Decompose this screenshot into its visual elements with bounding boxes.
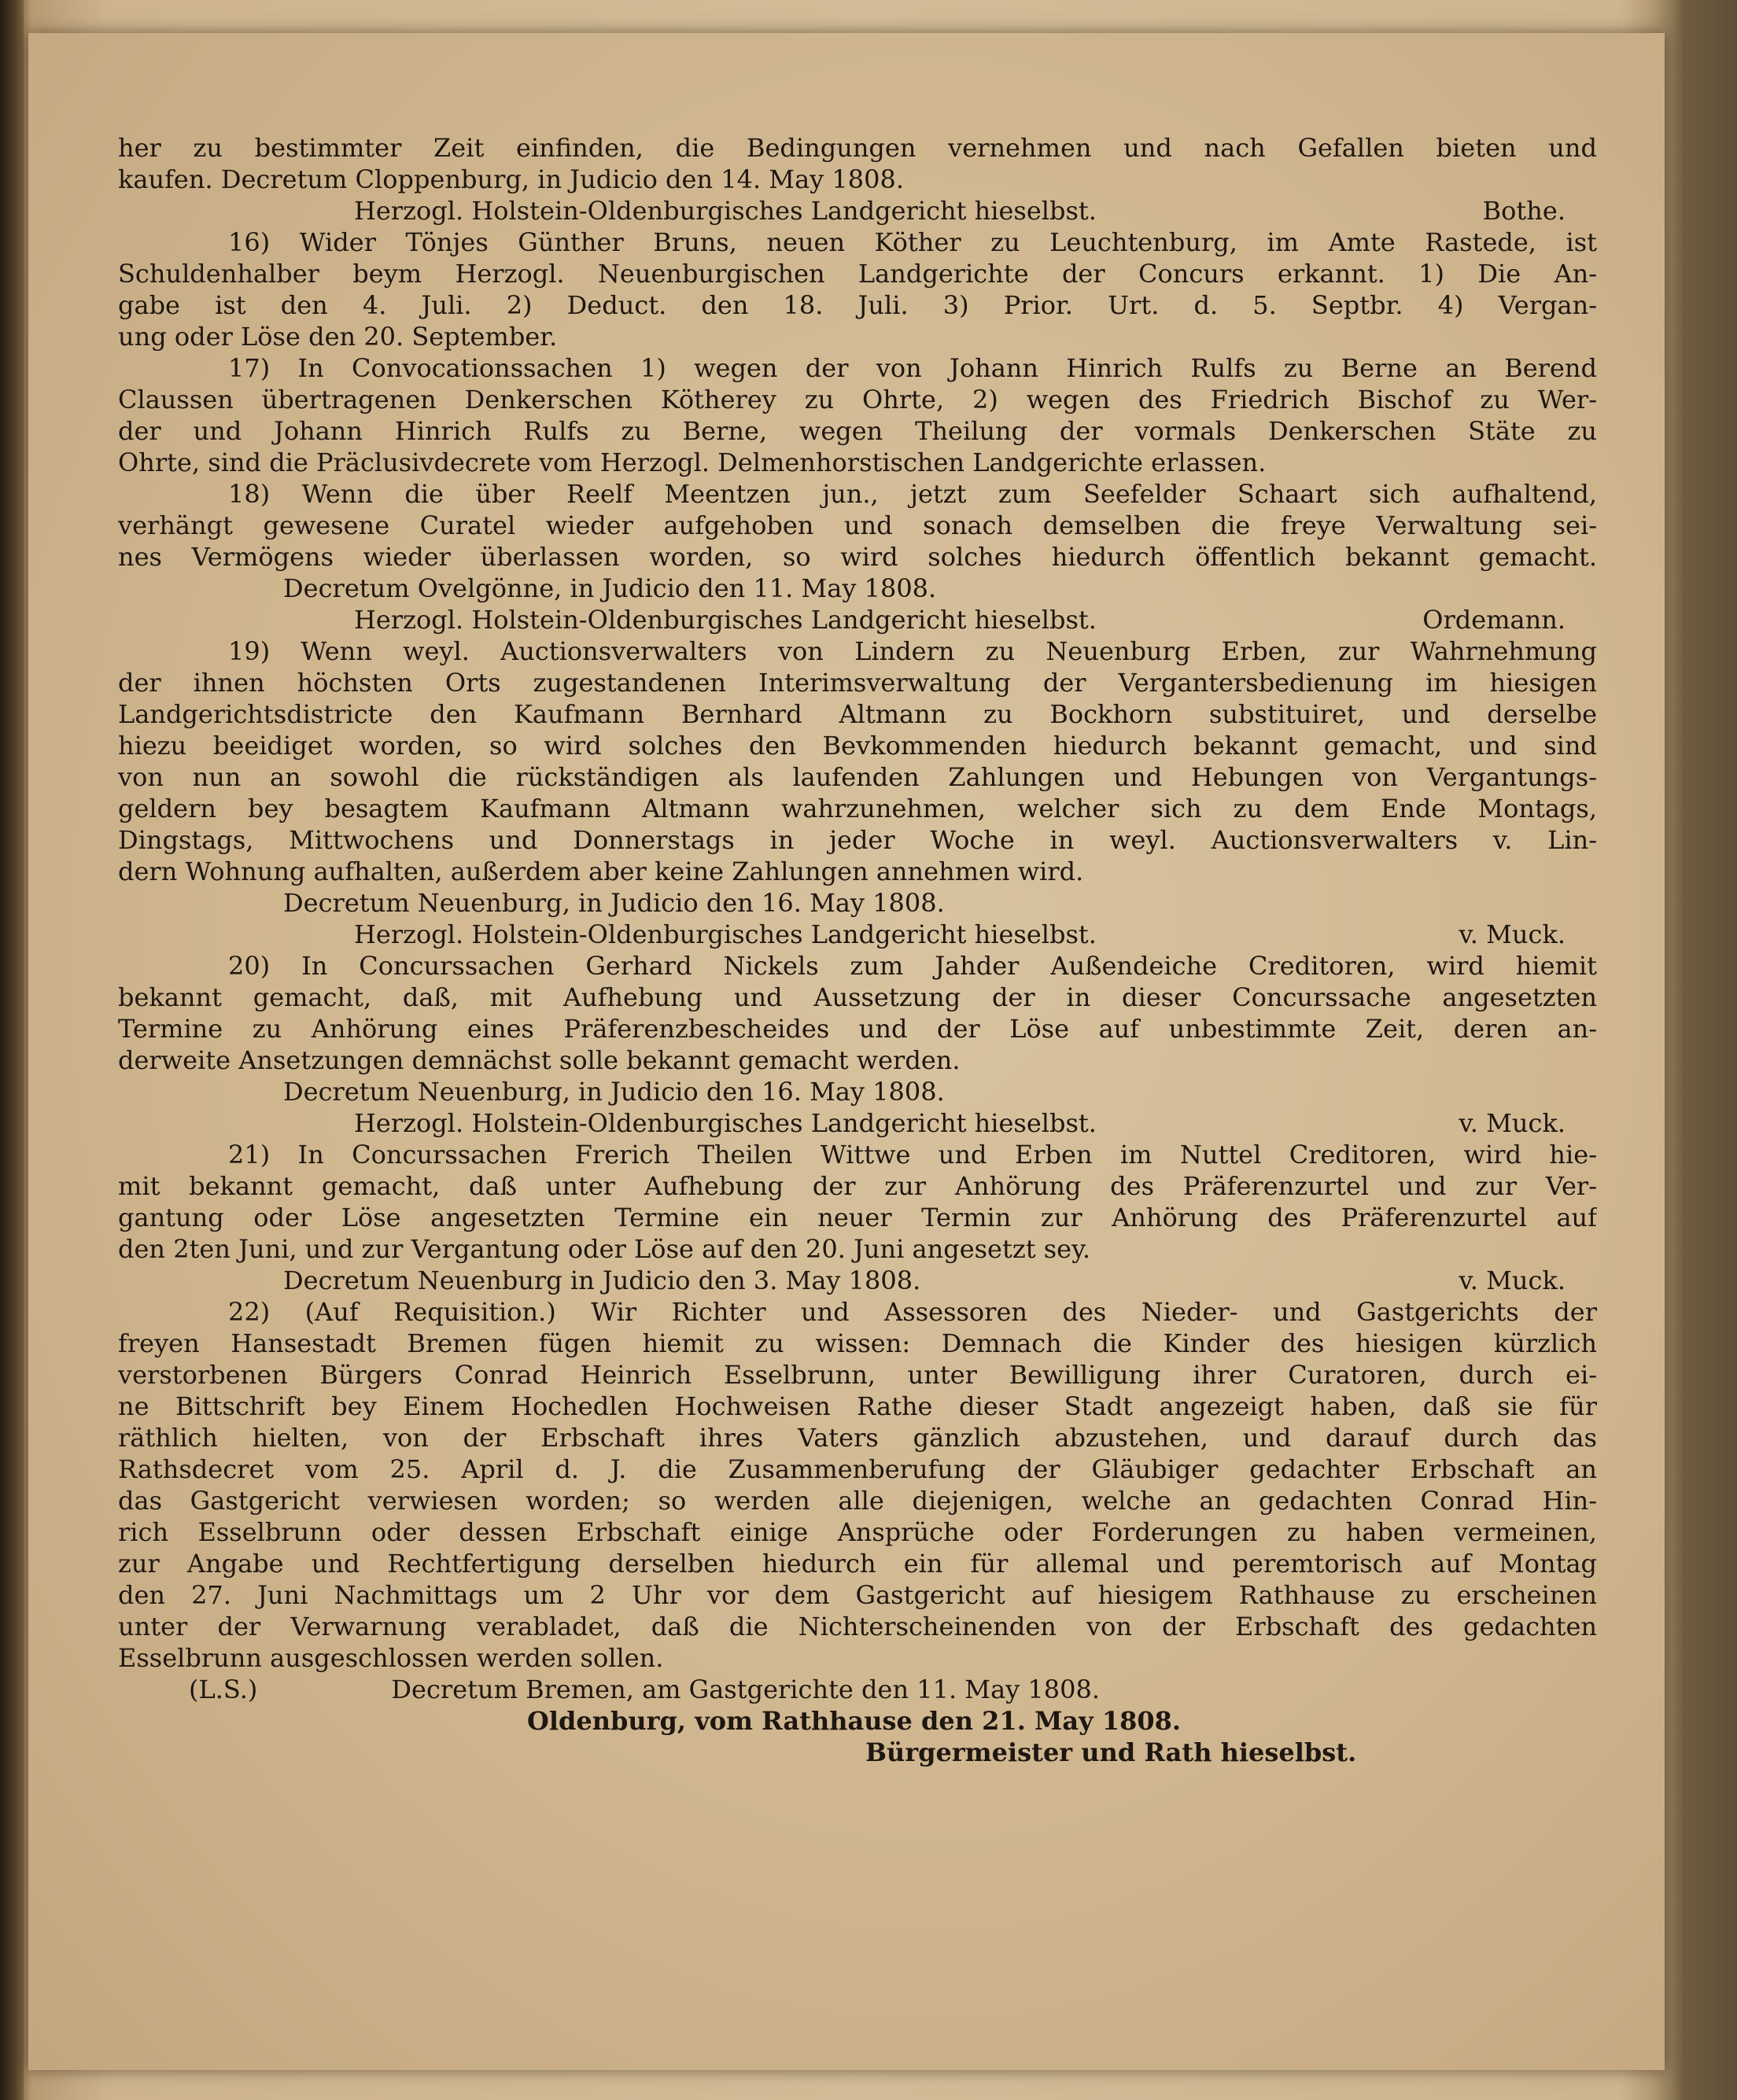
signatory-name: Ordemann. bbox=[1422, 605, 1566, 635]
text-line: dern Wohnung aufhalten, außerdem aber keine Zahlungen annehmen wird. bbox=[118, 857, 1084, 886]
text-line: kaufen. Decretum Cloppenburg, in Judicio den 14. May 1808. bbox=[118, 164, 904, 194]
text-line: 22) (Auf Requisition.) Wir Richter und Assessoren des Nieder- und Gastgerichts der bbox=[228, 1297, 1597, 1327]
text-line: nes Vermögens wieder überlassen worden, so wird solches hiedurch öffentlich bekannt gemacht. bbox=[118, 542, 1597, 572]
text-line: Dingstags, Mittwochens und Donnerstags in jeder Woche in weyl. Auctionsverwalters v. Lin- bbox=[118, 825, 1597, 855]
text-line: derweite Ansetzungen demnächst solle bekannt gemacht werden. bbox=[118, 1045, 961, 1075]
decretum-text: Decretum Neuenburg in Judicio den 3. May 1808. bbox=[283, 1266, 921, 1295]
text-line: 18) Wenn die über Reelf Meentzen jun., jetzt zum Seefelder Schaart sich aufhaltend, bbox=[228, 479, 1597, 509]
text-line: den 2ten Juni, und zur Vergantung oder Löse auf den 20. Juni angesetzt sey. bbox=[118, 1234, 1091, 1264]
text-line: das Gastgericht verwiesen worden; so werden alle diejenigen, welche an gedachten Conrad Hin- bbox=[118, 1486, 1597, 1516]
text-line: 17) In Convocationssachen 1) wegen der von Johann Hinrich Rulfs zu Berne an Berend bbox=[228, 353, 1597, 383]
text-line: hiezu beeidiget worden, so wird solches den Bevkommenden hiedurch bekannt gemacht, und sind bbox=[118, 731, 1597, 761]
seal-decretum-line bbox=[118, 1674, 1597, 1705]
signatory-name: Bothe. bbox=[1482, 196, 1566, 226]
decretum-text: Decretum Bremen, am Gastgerichte den 11. May 1808. bbox=[391, 1674, 1100, 1704]
text-line: her zu bestimmter Zeit einfinden, die Bedingungen vernehmen und nach Gefallen bieten und bbox=[118, 133, 1597, 163]
court-name: Herzogl. Holstein-Oldenburgisches Landgericht hieselbst. bbox=[354, 605, 1097, 635]
text-line: rich Esselbrunn oder dessen Erbschaft einige Ansprüche oder Forderungen zu haben vermeinen, bbox=[118, 1517, 1597, 1547]
text-line: verstorbenen Bürgers Conrad Heinrich Esselbrunn, unter Bewilligung ihrer Curatoren, durch ei- bbox=[118, 1360, 1597, 1390]
text-line: Landgerichtsdistricte den Kaufmann Bernhard Altmann zu Bockhorn substituiret, und derselbe bbox=[118, 699, 1597, 729]
court-signature-line bbox=[118, 604, 1597, 636]
signatory-name: v. Muck. bbox=[1459, 1266, 1566, 1295]
page-text bbox=[118, 132, 1597, 1768]
text-line: 21) In Concurssachen Frerich Theilen Wittwe und Erben im Nuttel Creditoren, wird hie- bbox=[228, 1140, 1597, 1170]
signatory-name: v. Muck. bbox=[1459, 1108, 1566, 1138]
text-line: verhängt gewesene Curatel wieder aufgehoben und sonach demselben die freye Verwaltung sei- bbox=[118, 510, 1597, 540]
text-line: Termine zu Anhörung eines Präferenzbescheides und der Löse auf unbestimmte Zeit, deren an- bbox=[118, 1014, 1597, 1044]
seal-mark: (L.S.) bbox=[189, 1674, 258, 1704]
text-line: der ihnen höchsten Orts zugestandenen Interimsverwaltung der Vergantersbedienung im hiesigen bbox=[118, 668, 1597, 698]
text-line: zur Angabe und Rechtfertigung derselben hiedurch ein für allemal und peremtorisch auf Montag bbox=[118, 1549, 1597, 1579]
court-signature-line bbox=[118, 1107, 1597, 1139]
text-line: Claussen übertragenen Denkerschen Kötherey zu Ohrte, 2) wegen des Friedrich Bischof zu Wer- bbox=[118, 385, 1597, 414]
text-line: 20) In Concurssachen Gerhard Nickels zum Jahder Außendeiche Creditoren, wird hiemit bbox=[228, 951, 1597, 981]
court-signature-line bbox=[118, 919, 1597, 950]
court-signature-line bbox=[118, 195, 1597, 227]
book-spine bbox=[0, 0, 24, 2100]
text-line: freyen Hansestadt Bremen fügen hiemit zu wissen: Demnach die Kinder des hiesigen kürzlich bbox=[118, 1328, 1597, 1358]
text-line: bekannt gemacht, daß, mit Aufhebung und Aussetzung der in dieser Concurssache angesetzten bbox=[118, 982, 1597, 1012]
text-line: Rathsdecret vom 25. April d. J. die Zusammenberufung der Gläubiger gedachter Erbschaft an bbox=[118, 1454, 1597, 1484]
text-line: räthlich hielten, von der Erbschaft ihres Vaters gänzlich abzustehen, und darauf durch das bbox=[118, 1423, 1597, 1453]
text-line: Esselbrunn ausgeschlossen werden sollen. bbox=[118, 1643, 664, 1673]
decretum-line: Decretum Ovelgönne, in Judicio den 11. May 1808. bbox=[283, 573, 937, 603]
decretum-line: Decretum Neuenburg, in Judicio den 16. May 1808. bbox=[283, 1077, 945, 1107]
text-line: den 27. Juni Nachmittags um 2 Uhr vor dem Gastgericht auf hiesigem Rathhause zu erscheinen bbox=[118, 1580, 1597, 1610]
signature-line: Bürgermeister und Rath hieselbst. bbox=[865, 1737, 1357, 1767]
text-line: gantung oder Löse angesetzten Termine ein neuer Termin zur Anhörung des Präferenzurtel auf bbox=[118, 1203, 1597, 1232]
text-line: von nun an sowohl die rückständigen als laufenden Zahlungen und Hebungen von Vergantungs- bbox=[118, 762, 1597, 792]
text-line: ung oder Löse den 20. September. bbox=[118, 322, 558, 352]
signatory-name: v. Muck. bbox=[1459, 919, 1566, 949]
decretum-line: Decretum Neuenburg, in Judicio den 16. May 1808. bbox=[283, 888, 945, 918]
text-line: gabe ist den 4. Juli. 2) Deduct. den 18. Juli. 3) Prior. Urt. d. 5. Septbr. 4) Vergan- bbox=[118, 290, 1597, 320]
text-line: unter der Verwarnung verabladet, daß die Nichterscheinenden von der Erbschaft des gedachten bbox=[118, 1612, 1597, 1641]
text-line: der und Johann Hinrich Rulfs zu Berne, wegen Theilung der vormals Denkerschen Stäte zu bbox=[118, 416, 1597, 446]
text-line: geldern bey besagtem Kaufmann Altmann wahrzunehmen, welcher sich zu dem Ende Montags, bbox=[118, 794, 1597, 823]
text-line: ne Bittschrift bey Einem Hochedlen Hochweisen Rathe dieser Stadt angezeigt haben, daß sie für bbox=[118, 1391, 1597, 1421]
text-line: 19) Wenn weyl. Auctionsverwalters von Lindern zu Neuenburg Erben, zur Wahrnehmung bbox=[228, 636, 1597, 666]
text-line: Ohrte, sind die Präclusivdecrete vom Herzogl. Delmenhorstischen Landgerichte erlassen. bbox=[118, 448, 1267, 477]
decretum-signature-line bbox=[118, 1265, 1597, 1296]
text-line: 16) Wider Tönjes Günther Bruns, neuen Köther zu Leuchtenburg, im Amte Rastede, ist bbox=[228, 227, 1597, 257]
court-name: Herzogl. Holstein-Oldenburgisches Landgericht hieselbst. bbox=[354, 196, 1097, 226]
court-name: Herzogl. Holstein-Oldenburgisches Landgericht hieselbst. bbox=[354, 919, 1097, 949]
court-name: Herzogl. Holstein-Oldenburgisches Landgericht hieselbst. bbox=[354, 1108, 1097, 1138]
text-line: Schuldenhalber beym Herzogl. Neuenburgischen Landgerichte der Concurs erkannt. 1) Die An- bbox=[118, 259, 1597, 289]
text-line: mit bekannt gemacht, daß unter Aufhebung der zur Anhörung des Präferenzurtel und zur Ver- bbox=[118, 1171, 1597, 1201]
place-date-line: Oldenburg, vom Rathhause den 21. May 1808. bbox=[527, 1706, 1182, 1736]
